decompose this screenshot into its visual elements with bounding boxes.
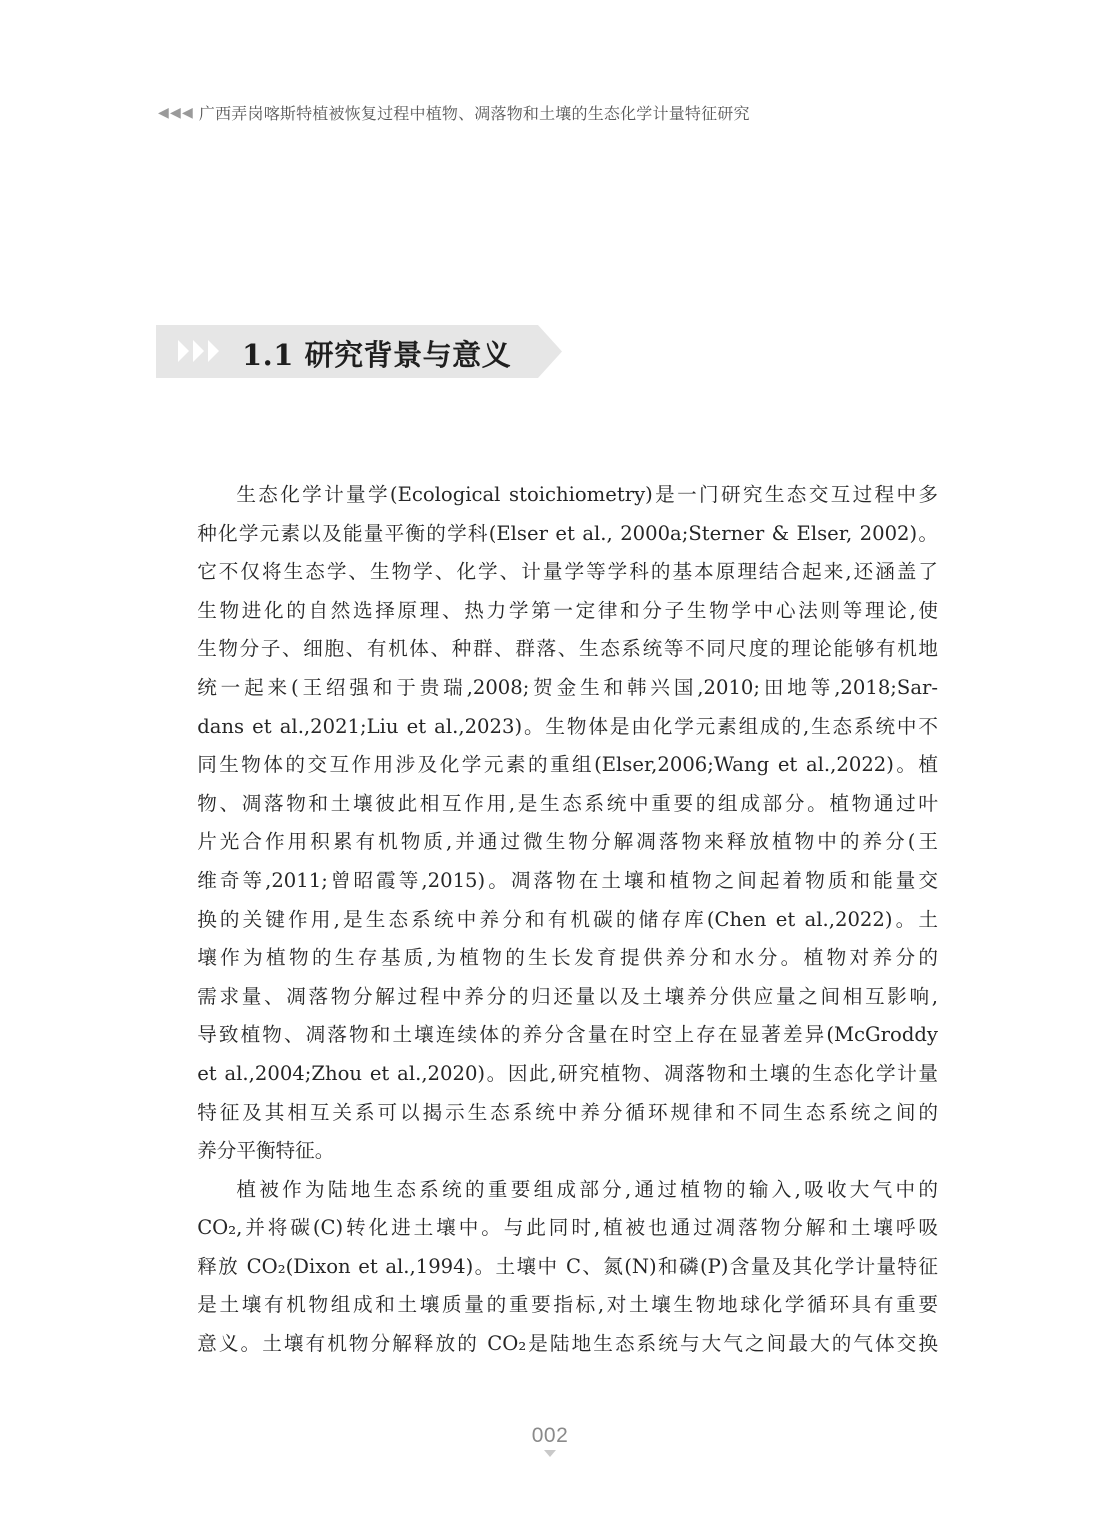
text-line: dans et al.,2021;Liu et al.,2023)。生物体是由化学元素组成的,生态系统中不 (197, 714, 938, 738)
text-line: 片光合作用积累有机物质,并通过微生物分解凋落物来释放植物中的养分(王 (197, 830, 938, 854)
text-line: 生物分子、细胞、有机体、种群、群落、生态系统等不同尺度的理论能够有机地 (197, 637, 938, 661)
page-footer (0, 1424, 1100, 1457)
text-line: 释放 CO₂(Dixon et al.,1994)。土壤中 C、氮(N)和磷(P)含量及其化学计量特征 (197, 1254, 938, 1278)
text-line: 导致植物、凋落物和土壤连续体的养分含量在时空上存在显著差异(McGroddy (197, 1023, 938, 1047)
section-number: 1.1 (242, 338, 294, 372)
text-line: et al.,2004;Zhou et al.,2020)。因此,研究植物、凋落物和土壤的生态化学计量 (197, 1061, 938, 1085)
text-line: 特征及其相互关系可以揭示生态系统中养分循环规律和不同生态系统之间的 (197, 1100, 938, 1124)
text-line: 需求量、凋落物分解过程中养分的归还量以及土壤养分供应量之间相互影响, (197, 984, 938, 1008)
arrow-right-icon (208, 340, 219, 362)
text-line: 维奇等,2011;曾昭霞等,2015)。凋落物在土壤和植物之间起着物质和能量交 (197, 868, 938, 892)
text-line: 种化学元素以及能量平衡的学科(Elser et al., 2000a;Sterner & Elser, 2002)。 (197, 521, 938, 545)
running-title: 广西弄岗喀斯特植被恢复过程中植物、凋落物和土壤的生态化学计量特征研究 (198, 104, 750, 123)
text-line: 养分平衡特征。 (197, 1139, 335, 1163)
text-line: 是土壤有机物组成和土壤质量的重要指标,对土壤生物地球化学循环具有重要 (197, 1293, 938, 1317)
section-banner (156, 325, 562, 378)
arrow-right-icon (193, 340, 204, 362)
text-line: 生态化学计量学(Ecological stoichiometry)是一门研究生态交互过程中多 (236, 483, 938, 506)
chevron-left-icon: ◀ (158, 104, 169, 121)
paragraph-1 (158, 476, 938, 1171)
text-line: 同生物体的交互作用涉及化学元素的重组(Elser,2006;Wang et al.,2022)。植 (197, 753, 938, 777)
text-line: 它不仅将生态学、生物学、化学、计量学等学科的基本原理结合起来,还涵盖了 (197, 560, 938, 584)
triple-arrow-right-icon (178, 340, 219, 362)
body-text (158, 476, 938, 1364)
text-line: 统一起来(王绍强和于贵瑞,2008;贺金生和韩兴国,2010;田地等,2018;Sar- (197, 675, 938, 699)
text-line: 生物进化的自然选择原理、热力学第一定律和分子生物学中心法则等理论,使 (197, 598, 938, 622)
text-line: 意义。土壤有机物分解释放的 CO₂是陆地生态系统与大气之间最大的气体交换 (197, 1332, 938, 1356)
text-line: 植被作为陆地生态系统的重要组成部分,通过植物的输入,吸收大气中的 (236, 1177, 938, 1201)
triple-chevron-left-icon (158, 106, 193, 120)
down-triangle-icon (544, 1450, 556, 1457)
text-line: CO₂,并将碳(C)转化进土壤中。与此同时,植被也通过凋落物分解和土壤呼吸 (197, 1216, 938, 1240)
section-title: 研究背景与意义 (304, 338, 512, 372)
page-number: 002 (531, 1424, 569, 1447)
chevron-left-icon: ◀ (181, 104, 193, 121)
text-line: 换的关键作用,是生态系统中养分和有机碳的储存库(Chen et al.,2022)。土 (197, 907, 938, 931)
section-heading (242, 333, 511, 374)
arrow-right-icon (178, 340, 189, 362)
paragraph-2 (158, 1171, 938, 1364)
running-header (158, 101, 750, 124)
chevron-left-icon: ◀ (169, 104, 181, 121)
text-line: 壤作为植物的生存基质,为植物的生长发育提供养分和水分。植物对养分的 (197, 946, 938, 970)
text-line: 物、凋落物和土壤彼此相互作用,是生态系统中重要的组成部分。植物通过叶 (197, 791, 938, 815)
